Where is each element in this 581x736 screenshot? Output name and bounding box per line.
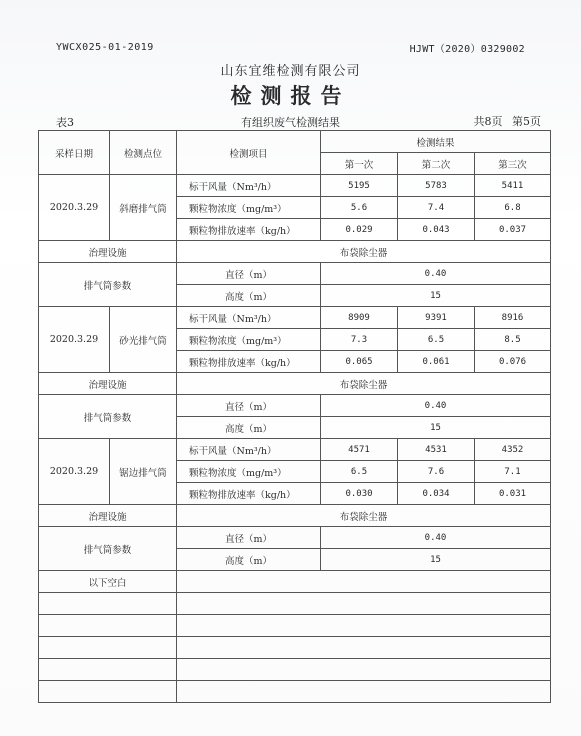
stack-row [39, 263, 551, 285]
blank-row [39, 593, 551, 615]
value-cell: 0.034 [398, 483, 475, 505]
parameter-label: 颗粒物浓度（mg/m³） [177, 329, 321, 351]
facility-value: 布袋除尘器 [177, 241, 551, 263]
parameter-label: 颗粒物排放速率（kg/h） [177, 351, 321, 373]
value-cell: 0.076 [475, 351, 551, 373]
sampling-date: 2020.3.29 [39, 307, 110, 373]
results-table [38, 130, 551, 703]
parameter-label: 颗粒物排放速率（kg/h） [177, 483, 321, 505]
height-label: 高度（m） [177, 285, 321, 307]
blank-row [39, 681, 551, 703]
diameter-value: 0.40 [321, 395, 551, 417]
facility-row [39, 505, 551, 527]
blank-row [39, 571, 551, 593]
blank-cell [39, 659, 177, 681]
parameter-label: 标干风量（Nm³/h） [177, 175, 321, 197]
diameter-label: 直径（m） [177, 395, 321, 417]
table-row [39, 175, 551, 197]
value-cell: 0.043 [398, 219, 475, 241]
value-cell: 8916 [475, 307, 551, 329]
height-value: 15 [321, 417, 551, 439]
value-cell: 8909 [321, 307, 398, 329]
diameter-label: 直径（m） [177, 263, 321, 285]
col-header-point: 检测点位 [110, 131, 177, 175]
blank-cell [177, 659, 551, 681]
facility-value: 布袋除尘器 [177, 373, 551, 395]
value-cell: 7.3 [321, 329, 398, 351]
parameter-label: 颗粒物排放速率（kg/h） [177, 219, 321, 241]
blank-cell [177, 615, 551, 637]
stack-params-label: 排气筒参数 [39, 263, 177, 307]
document-code: YWCX025-01-2019 [56, 42, 154, 53]
value-cell: 9391 [398, 307, 475, 329]
value-cell: 7.1 [475, 461, 551, 483]
facility-value: 布袋除尘器 [177, 505, 551, 527]
report-title: 检测报告 [230, 83, 351, 108]
sampling-date: 2020.3.29 [39, 175, 110, 241]
col-header-results: 检测结果 [321, 131, 551, 153]
facility-label: 治理设施 [39, 373, 177, 395]
parameter-label: 标干风量（Nm³/h） [177, 439, 321, 461]
col-header-first: 第一次 [321, 153, 398, 175]
blank-cell [177, 681, 551, 703]
parameter-label: 标干风量（Nm³/h） [177, 307, 321, 329]
col-header-third: 第三次 [475, 153, 551, 175]
diameter-value: 0.40 [321, 527, 551, 549]
value-cell: 0.061 [398, 351, 475, 373]
company-name: 山东宜维检测有限公司 [220, 64, 361, 79]
value-cell: 4531 [398, 439, 475, 461]
blank-cell [177, 571, 551, 593]
value-cell: 7.6 [398, 461, 475, 483]
blank-cell [39, 637, 177, 659]
diameter-label: 直径（m） [177, 527, 321, 549]
height-label: 高度（m） [177, 417, 321, 439]
table-row [39, 439, 551, 461]
value-cell: 5195 [321, 175, 398, 197]
parameter-label: 颗粒物浓度（mg/m³） [177, 197, 321, 219]
blank-row [39, 659, 551, 681]
stack-params-label: 排气筒参数 [39, 395, 177, 439]
col-header-second: 第二次 [398, 153, 475, 175]
blank-cell [177, 593, 551, 615]
report-number: HJWT（2020）0329002 [409, 44, 525, 55]
facility-label: 治理设施 [39, 505, 177, 527]
blank-cell [177, 637, 551, 659]
value-cell: 4352 [475, 439, 551, 461]
value-cell: 6.8 [475, 197, 551, 219]
table-row [39, 307, 551, 329]
value-cell: 0.029 [321, 219, 398, 241]
value-cell: 0.037 [475, 219, 551, 241]
stack-row [39, 527, 551, 549]
col-header-item: 检测项目 [177, 131, 321, 175]
diameter-value: 0.40 [321, 263, 551, 285]
stack-params-label: 排气筒参数 [39, 527, 177, 571]
monitoring-point: 斜磨排气筒 [110, 175, 177, 241]
monitoring-point: 锯边排气筒 [110, 439, 177, 505]
blank-cell [39, 615, 177, 637]
table-number: 表3 [56, 116, 74, 129]
height-value: 15 [321, 285, 551, 307]
value-cell: 0.031 [475, 483, 551, 505]
parameter-label: 颗粒物浓度（mg/m³） [177, 461, 321, 483]
col-header-date: 采样日期 [39, 131, 110, 175]
sampling-date: 2020.3.29 [39, 439, 110, 505]
blank-row [39, 615, 551, 637]
value-cell: 5783 [398, 175, 475, 197]
value-cell: 6.5 [398, 329, 475, 351]
blank-below-note: 以下空白 [39, 571, 177, 593]
value-cell: 5411 [475, 175, 551, 197]
facility-row [39, 241, 551, 263]
value-cell: 0.065 [321, 351, 398, 373]
value-cell: 7.4 [398, 197, 475, 219]
table-header-row [39, 131, 551, 153]
height-label: 高度（m） [177, 549, 321, 571]
stack-row [39, 395, 551, 417]
table-title: 有组织废气检测结果 [241, 116, 340, 129]
page-info: 共8页 第5页 [473, 115, 541, 128]
blank-row [39, 637, 551, 659]
facility-row [39, 373, 551, 395]
height-value: 15 [321, 549, 551, 571]
value-cell: 4571 [321, 439, 398, 461]
facility-label: 治理设施 [39, 241, 177, 263]
value-cell: 0.030 [321, 483, 398, 505]
blank-cell [39, 681, 177, 703]
monitoring-point: 砂光排气筒 [110, 307, 177, 373]
value-cell: 5.6 [321, 197, 398, 219]
blank-cell [39, 593, 177, 615]
value-cell: 8.5 [475, 329, 551, 351]
value-cell: 6.5 [321, 461, 398, 483]
